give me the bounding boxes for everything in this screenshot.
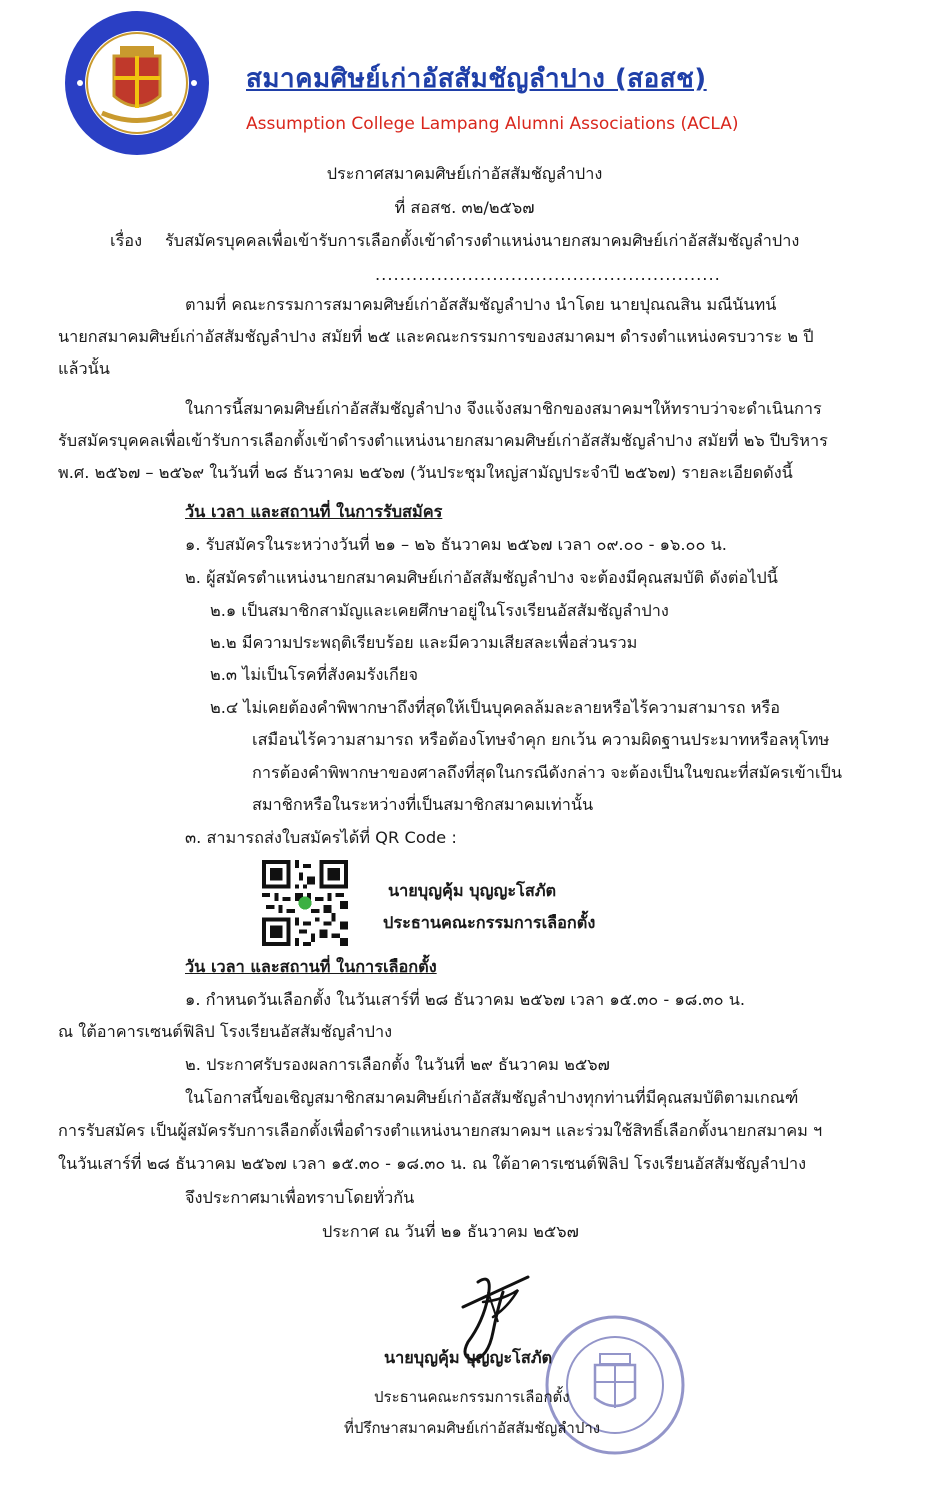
notice-title: ประกาศสมาคมศิษย์เก่าอัสสัมชัญลำปาง <box>326 164 603 183</box>
paragraph-line: แล้วนั้น <box>58 359 110 378</box>
qr-contact-title: ประธานคณะกรรมการเลือกตั้ง <box>383 913 596 932</box>
list-item: ๓. สามารถส่งใบสมัครได้ที่ QR Code : <box>185 828 457 847</box>
subject-label: เรื่อง <box>110 231 143 250</box>
list-item: ๒.๔ ไม่เคยต้องคำพิพากษาถึงที่สุดให้เป็นบุคคลล้มละลายหรือไร้ความสามารถ หรือ <box>210 698 781 717</box>
signatory-position: ประธานคณะกรรมการเลือกตั้ง <box>374 1388 570 1406</box>
signatory-name: นายบุญคุ้ม บุญญะโสภัต <box>384 1348 553 1367</box>
closing-text: จึงประกาศมาเพื่อทราบโดยทั่วกัน <box>185 1188 415 1207</box>
paragraph-line: รับสมัครบุคคลเพื่อเข้ารับการเลือกตั้งเข้าดำรงตำแหน่งนายกสมาคมศิษย์เก่าอัสสัมชัญลำปาง สมัยที่ ๒๖ ปีบริหาร <box>58 431 828 450</box>
paragraph-line: พ.ศ. ๒๕๖๗ – ๒๕๖๙ ในวันที่ ๒๘ ธันวาคม ๒๕๖๗ (วันประชุมใหญ่สามัญประจำปี ๒๕๖๗) รายละเอียดดังนี้ <box>58 463 793 482</box>
qr-contact-name: นายบุญคุ้ม บุญญะโสภัต <box>388 881 557 900</box>
list-item: ๒.๓ ไม่เป็นโรคที่สังคมรังเกียจ <box>210 665 418 684</box>
notice-number: ที่ สอสช. ๓๒/๒๕๖๗ <box>394 198 535 217</box>
list-item: ๒. ผู้สมัครตำแหน่งนายกสมาคมศิษย์เก่าอัสสัมชัญลำปาง จะต้องมีคุณสมบัติ ดังต่อไปนี้ <box>185 568 778 587</box>
section-heading-application: วัน เวลา และสถานที่ ในการรับสมัคร <box>185 502 443 521</box>
list-item: การต้องคำพิพากษาของศาลถึงที่สุดในกรณีดังกล่าว จะต้องเป็นในขณะที่สมัครเข้าเป็น <box>252 763 842 782</box>
list-item: ๑. กำหนดวันเลือกตั้ง ในวันเสาร์ที่ ๒๘ ธันวาคม ๒๕๖๗ เวลา ๑๕.๓๐ - ๑๘.๓๐ น. <box>185 990 746 1009</box>
list-item: ๒.๒ มีความประพฤติเรียบร้อย และมีความเสียสละเพื่อส่วนรวม <box>210 633 638 652</box>
paragraph-line: ตามที่ คณะกรรมการสมาคมศิษย์เก่าอัสสัมชัญลำปาง นำโดย นายปุณณสิน มณีนันทน์ <box>185 295 777 314</box>
association-logo <box>62 8 212 158</box>
list-item: ๒. ประกาศรับรองผลการเลือกตั้ง ในวันที่ ๒๙ ธันวาคม ๒๕๖๗ <box>185 1055 610 1074</box>
divider: ........................................................ <box>375 265 721 284</box>
list-item: ๒.๑ เป็นสมาชิกสามัญและเคยศึกษาอยู่ในโรงเรียนอัสสัมชัญลำปาง <box>210 601 669 620</box>
announced-date: ประกาศ ณ วันที่ ๒๑ ธันวาคม ๒๕๖๗ <box>322 1222 579 1241</box>
org-name-thai: สมาคมศิษย์เก่าอัสสัมชัญลำปาง (สอสช) <box>246 64 707 94</box>
list-item: ๑. รับสมัครในระหว่างวันที่ ๒๑ – ๒๖ ธันวาคม ๒๕๖๗ เวลา ๐๙.๐๐ - ๑๖.๐๐ น. <box>185 535 727 554</box>
subject-text: รับสมัครบุคคลเพื่อเข้ารับการเลือกตั้งเข้าดำรงตำแหน่งนายกสมาคมศิษย์เก่าอัสสัมชัญลำปาง <box>165 231 800 250</box>
paragraph-line: ในวันเสาร์ที่ ๒๘ ธันวาคม ๒๕๖๗ เวลา ๑๕.๓๐ - ๑๘.๓๐ น. ณ ใต้อาคารเซนต์ฟิลิป โรงเรียนอัสสัมชัญลำปาง <box>58 1154 807 1173</box>
qr-code-icon[interactable] <box>262 860 348 946</box>
list-item: ณ ใต้อาคารเซนต์ฟิลิป โรงเรียนอัสสัมชัญลำปาง <box>58 1022 393 1041</box>
paragraph-line: ในการนี้สมาคมศิษย์เก่าอัสสัมชัญลำปาง จึงแจ้งสมาชิกของสมาคมฯให้ทราบว่าจะดำเนินการ <box>185 399 822 418</box>
signatory-advisor-position: ที่ปรึกษาสมาคมศิษย์เก่าอัสสัมชัญลำปาง <box>344 1419 601 1437</box>
paragraph-line: นายกสมาคมศิษย์เก่าอัสสัมชัญลำปาง สมัยที่ ๒๕ และคณะกรรมการของสมาคมฯ ดำรงตำแหน่งครบวาระ ๒ ปี <box>58 327 814 346</box>
paragraph-line: การรับสมัคร เป็นผู้สมัครรับการเลือกตั้งเพื่อดำรงตำแหน่งนายกสมาคมฯ และร่วมใช้สิทธิ์เลือกตั้งนายกสมาคม ฯ <box>58 1121 823 1140</box>
list-item: สมาชิกหรือในระหว่างที่เป็นสมาชิกสมาคมเท่านั้น <box>252 795 594 814</box>
section-heading-election: วัน เวลา และสถานที่ ในการเลือกตั้ง <box>185 957 437 976</box>
paragraph-line: ในโอกาสนี้ขอเชิญสมาชิกสมาคมศิษย์เก่าอัสสัมชัญลำปางทุกท่านที่มีคุณสมบัติตามเกณฑ์ <box>185 1088 799 1107</box>
org-name-english: Assumption College Lampang Alumni Associations (ACLA) <box>246 114 739 134</box>
list-item: เสมือนไร้ความสามารถ หรือต้องโทษจำคุก ยกเว้น ความผิดฐานประมาทหรือลหุโทษ <box>252 730 830 749</box>
